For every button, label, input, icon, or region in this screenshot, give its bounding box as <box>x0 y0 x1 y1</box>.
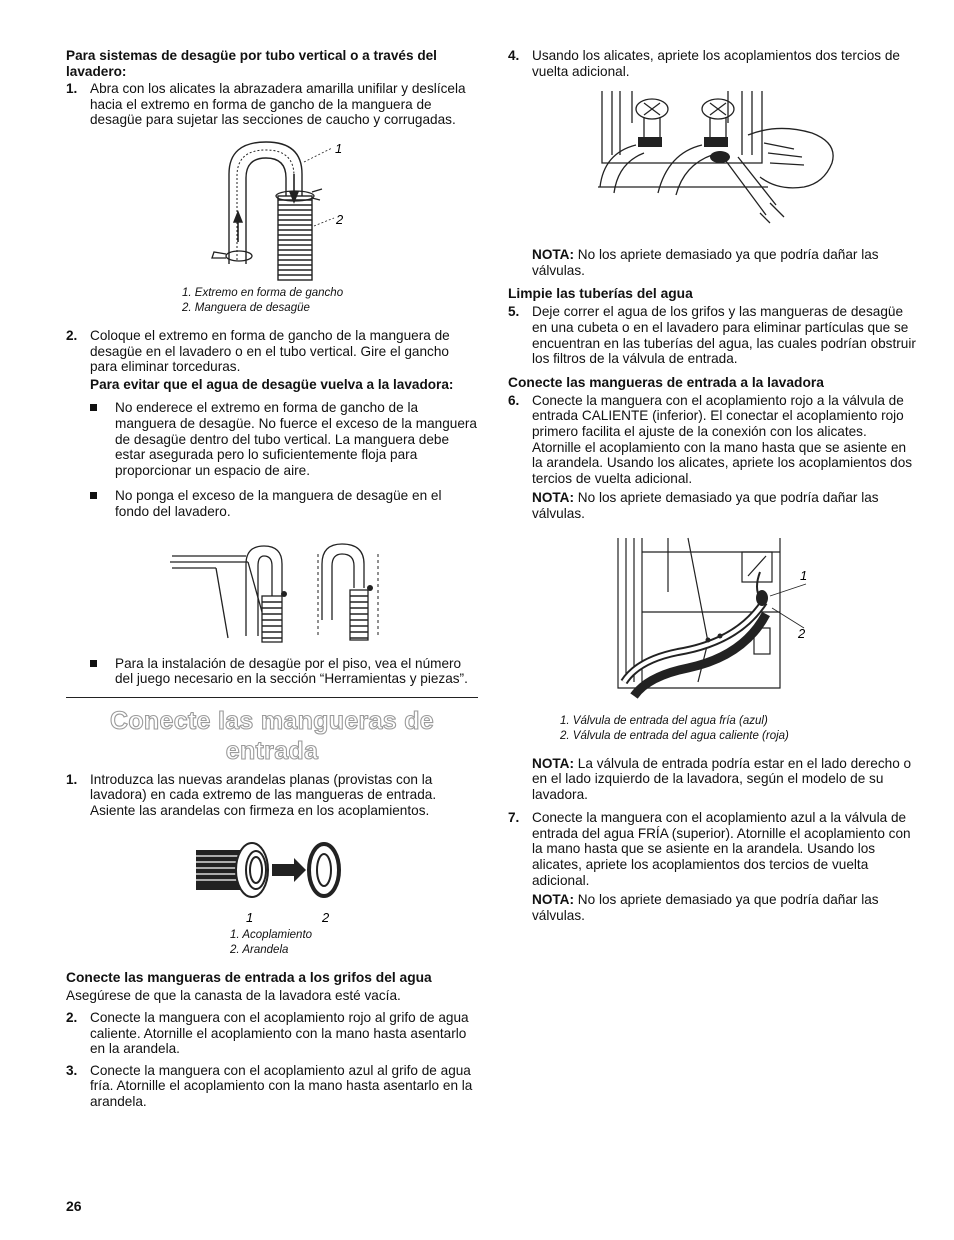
section-title: Conecte las mangueras de entrada <box>110 706 434 765</box>
step-number: 2. <box>66 1010 78 1026</box>
step-number: 7. <box>508 810 520 826</box>
step-text: Conecte la manguera con el acoplamiento azul al grifo de agua fría. Atornille el acoplamiento con la mano hasta asentarlo en la arandela. <box>90 1062 473 1110</box>
figure-caption <box>66 928 478 958</box>
step-text: Conecte la manguera con el acoplamiento azul a la válvula de entrada del agua FRÍA (superior). Atornille el acoplamiento con la mano hasta que se asiente en la arandela. Usando los alicates, apriete los acoplamientos dos tercios de vuelta adicional. <box>532 810 911 888</box>
nota-2 <box>508 490 918 521</box>
caption-line-1: 1. Extremo en forma de gancho <box>182 286 344 299</box>
step-4 <box>508 48 918 79</box>
right-column <box>508 48 918 923</box>
step-text: Coloque el extremo en forma de gancho de la manguera de desagüe en el lavadero o en el tubo vertical. Gire el gancho para eliminar torceduras. <box>90 327 450 375</box>
left-column <box>66 48 478 1110</box>
figure-label-2: 2 <box>336 211 344 227</box>
figure-label-1: 1 <box>800 567 808 583</box>
bullet-text: Para la instalación de desagüe por el piso, vea el número del juego necesario en la sección “Herramientas y piezas”. <box>115 655 468 687</box>
bullet-marker <box>90 400 115 478</box>
faucet-step-3 <box>66 1063 478 1110</box>
caption-line-1: 1. Válvula de entrada del agua fría (azul) <box>560 714 768 727</box>
step-number: 5. <box>508 304 520 320</box>
caption-line-2: 2. Arandela <box>230 944 289 957</box>
bullet-text: No ponga el exceso de la manguera de desagüe en el fondo del lavadero. <box>115 488 442 519</box>
drain-heading: Para sistemas de desagüe por tubo vertical o a través del lavadero: <box>66 48 437 79</box>
step-text: Usando los alicates, apriete los acoplamientos dos tercios de vuelta adicional. <box>532 48 900 79</box>
drain-hose-hook-illustration <box>66 134 478 286</box>
bullet-text: No enderece el extremo en forma de gancho de la manguera de desagüe. No fuerce el exceso de la manguera de desagüe dentro del tubo vertical. La manguera debe estar asegurada pero lo suficientemente floja para proporcionar un espacio de aire. <box>115 400 477 478</box>
step-7 <box>508 810 918 888</box>
bullet-marker <box>90 488 115 519</box>
nota-label: NOTA: <box>532 490 575 506</box>
step-number: 4. <box>508 48 520 63</box>
nota-label: NOTA: <box>532 892 575 908</box>
figure-label-1: 1 <box>246 910 254 926</box>
page-number: 26 <box>66 1198 82 1214</box>
faucet-step-2 <box>66 1010 478 1057</box>
step-text: Conecte la manguera con el acoplamiento rojo al grifo de agua caliente. Atornille el acoplamiento con la mano hasta asentarlo en la arandela. <box>90 1010 469 1057</box>
step-6 <box>508 393 918 487</box>
faucet-intro: Asegúrese de que la canasta de la lavadora esté vacía. <box>66 988 401 1004</box>
nota-text: La válvula de entrada podría estar en el lado derecho o en el lado izquierdo de la lavadora, según el modelo de su lavadora. <box>532 755 912 802</box>
nota-label: NOTA: <box>532 247 575 263</box>
step-number: 6. <box>508 392 520 408</box>
nota-text: No los apriete demasiado ya que podría dañar las válvulas. <box>532 892 879 923</box>
inlet-step-1 <box>66 772 478 819</box>
nota-label: NOTA: <box>532 755 575 771</box>
step-number: 1. <box>66 771 78 787</box>
figure-label-2: 2 <box>798 625 806 641</box>
step-text: Conecte la manguera con el acoplamiento rojo a la válvula de entrada CALIENTE (inferior). El conectar el acoplamiento rojo primero facilita el ajuste de la conexión con los alicates. Atornille el acoplamiento con la mano hasta que se asiente en la arandela. Usando los alicates, apriete los acoplamientos dos tercios de vuelta adicional. <box>532 392 913 486</box>
step-number: 1. <box>66 81 78 97</box>
step-5 <box>508 304 918 366</box>
clean-pipes-heading: Limpie las tuberías del agua <box>508 286 693 302</box>
bullet-item <box>66 488 478 519</box>
coupling-washer-illustration <box>66 824 478 928</box>
figure-label-1: 1 <box>335 140 343 156</box>
step-text: Abra con los alicates la abrazadera amarilla unifilar y deslícela hacia el extremo en forma de gancho de la manguera de desagüe para sujetar las secciones de caucho y corrugadas. <box>90 81 466 128</box>
step-number: 2. <box>66 327 78 343</box>
caption-line-1: 1. Acoplamiento <box>230 929 313 942</box>
bullet-item <box>66 656 478 687</box>
nota-text: No los apriete demasiado ya que podría dañar las válvulas. <box>532 247 879 278</box>
figure-label-2: 2 <box>322 910 330 926</box>
figure-caption <box>66 286 478 316</box>
nota-3 <box>508 756 918 803</box>
nota-1 <box>508 247 918 278</box>
figure-caption <box>508 714 918 744</box>
step-text: Deje correr el agua de los grifos y las mangueras de desagüe en una cubeta o en el lavadero para eliminar partículas que se encuentran en las tuberías del agua, las cuales podrían obstruir los filtros de la válvula de entrada. <box>532 304 916 367</box>
drain-hose-tub-standpipe-illustration <box>66 528 478 646</box>
drain-step-2 <box>66 328 478 375</box>
nota-4 <box>508 892 918 923</box>
washer-connect-heading: Conecte las mangueras de entrada a la lavadora <box>508 374 824 390</box>
prevent-backflow-heading: Para evitar que el agua de desagüe vuelva a la lavadora: <box>90 376 454 392</box>
faucet-heading: Conecte las mangueras de entrada a los grifos del agua <box>66 970 432 986</box>
step-number: 3. <box>66 1062 78 1078</box>
washer-inlet-valves-illustration <box>508 532 918 708</box>
step-text: Introduzca las nuevas arandelas planas (provistas con la lavadora) en cada extremo de las mangueras de entrada. Asiente las arandelas con firmeza en los acoplamientos. <box>90 771 437 818</box>
pliers-faucet-illustration <box>508 83 918 243</box>
nota-text: No los apriete demasiado ya que podría dañar las válvulas. <box>532 490 879 521</box>
bullet-item <box>66 400 478 478</box>
caption-line-2: 2. Válvula de entrada del agua caliente (roja) <box>560 729 789 742</box>
section-divider <box>66 697 478 698</box>
drain-step-1 <box>66 81 478 128</box>
caption-line-2: 2. Manguera de desagüe <box>182 301 310 314</box>
bullet-marker <box>90 656 115 687</box>
